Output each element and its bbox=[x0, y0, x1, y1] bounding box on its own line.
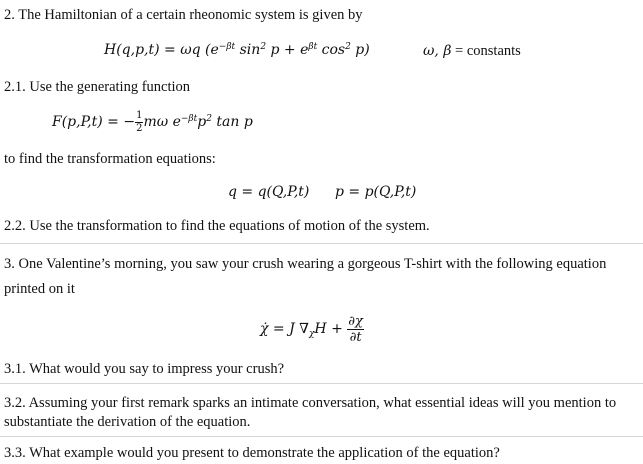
hamiltonian-exponent-1: −βt bbox=[218, 42, 236, 52]
section-divider-3 bbox=[0, 436, 643, 437]
tshirt-equation-subscript: χ bbox=[308, 329, 315, 339]
section-divider-2 bbox=[0, 383, 643, 384]
hamiltonian-exponent-2: βt bbox=[308, 42, 318, 52]
generating-tail: tan p bbox=[211, 114, 253, 130]
tshirt-equation-h: H + bbox=[314, 321, 348, 337]
part-2-1-intro: 2.1. Use the generating function bbox=[4, 79, 191, 95]
hamiltonian-p1: p + e bbox=[266, 42, 309, 58]
question-3-1: 3.1. What would you say to impress your crush? bbox=[4, 361, 285, 377]
question-3-3: 3.3. What example would you present to demonstrate the application of the equation? bbox=[4, 445, 500, 461]
generating-exponent: −βt bbox=[180, 114, 198, 124]
section-divider-1 bbox=[0, 243, 643, 244]
tshirt-fraction-numerator: ∂χ bbox=[348, 313, 363, 329]
generating-p: p bbox=[197, 114, 207, 130]
hamiltonian-cos: cos bbox=[317, 42, 346, 58]
problem-2-intro: 2. The Hamiltonian of a certain rheonomic system is given by bbox=[4, 7, 363, 23]
problem-3-intro-line-1: 3. One Valentine’s morning, you saw your crush wearing a gorgeous T-shirt with the following equation bbox=[4, 256, 607, 272]
question-3-2-line-1: 3.2. Assuming your first remark sparks an intimate conversation, what essential ideas will you mention to bbox=[4, 395, 617, 411]
tshirt-equation-lhs: χ̇ = J ∇ bbox=[260, 321, 309, 337]
hamiltonian-p2: p) bbox=[350, 42, 370, 58]
generating-function-equation bbox=[52, 110, 253, 134]
generating-lhs: F(p,P,t) = − bbox=[52, 114, 136, 130]
transformation-p: p = p(Q,P,t) bbox=[335, 184, 417, 200]
constants-note bbox=[423, 42, 521, 60]
constants-symbols: ω, β bbox=[423, 43, 452, 59]
hamiltonian-equation bbox=[104, 41, 370, 59]
transformation-q: q = q(Q,P,t) bbox=[228, 184, 310, 200]
generating-body: mω e bbox=[143, 114, 181, 130]
tshirt-fraction-denominator: ∂t bbox=[349, 329, 362, 345]
tshirt-equation bbox=[260, 314, 364, 344]
tshirt-equation-fraction bbox=[347, 315, 364, 344]
constants-text: = constants bbox=[451, 43, 521, 59]
generating-fraction-numerator: 1 bbox=[136, 109, 143, 121]
generating-fraction-denominator: 2 bbox=[136, 122, 143, 134]
find-transformation-text: to find the transformation equations: bbox=[4, 151, 216, 167]
part-2-2-text: 2.2. Use the transformation to find the equations of motion of the system. bbox=[4, 218, 430, 234]
problem-3-intro-line-2: printed on it bbox=[4, 281, 75, 297]
hamiltonian-sin: sin bbox=[235, 42, 261, 58]
question-3-2-line-2: substantiate the derivation of the equation. bbox=[4, 414, 251, 430]
generating-square: 2 bbox=[206, 114, 212, 124]
hamiltonian-square-2: 2 bbox=[345, 42, 351, 52]
hamiltonian-square-1: 2 bbox=[260, 42, 267, 52]
hamiltonian-body: ωq (e bbox=[180, 42, 219, 58]
hamiltonian-lhs: H(q,p,t) = bbox=[104, 42, 181, 58]
